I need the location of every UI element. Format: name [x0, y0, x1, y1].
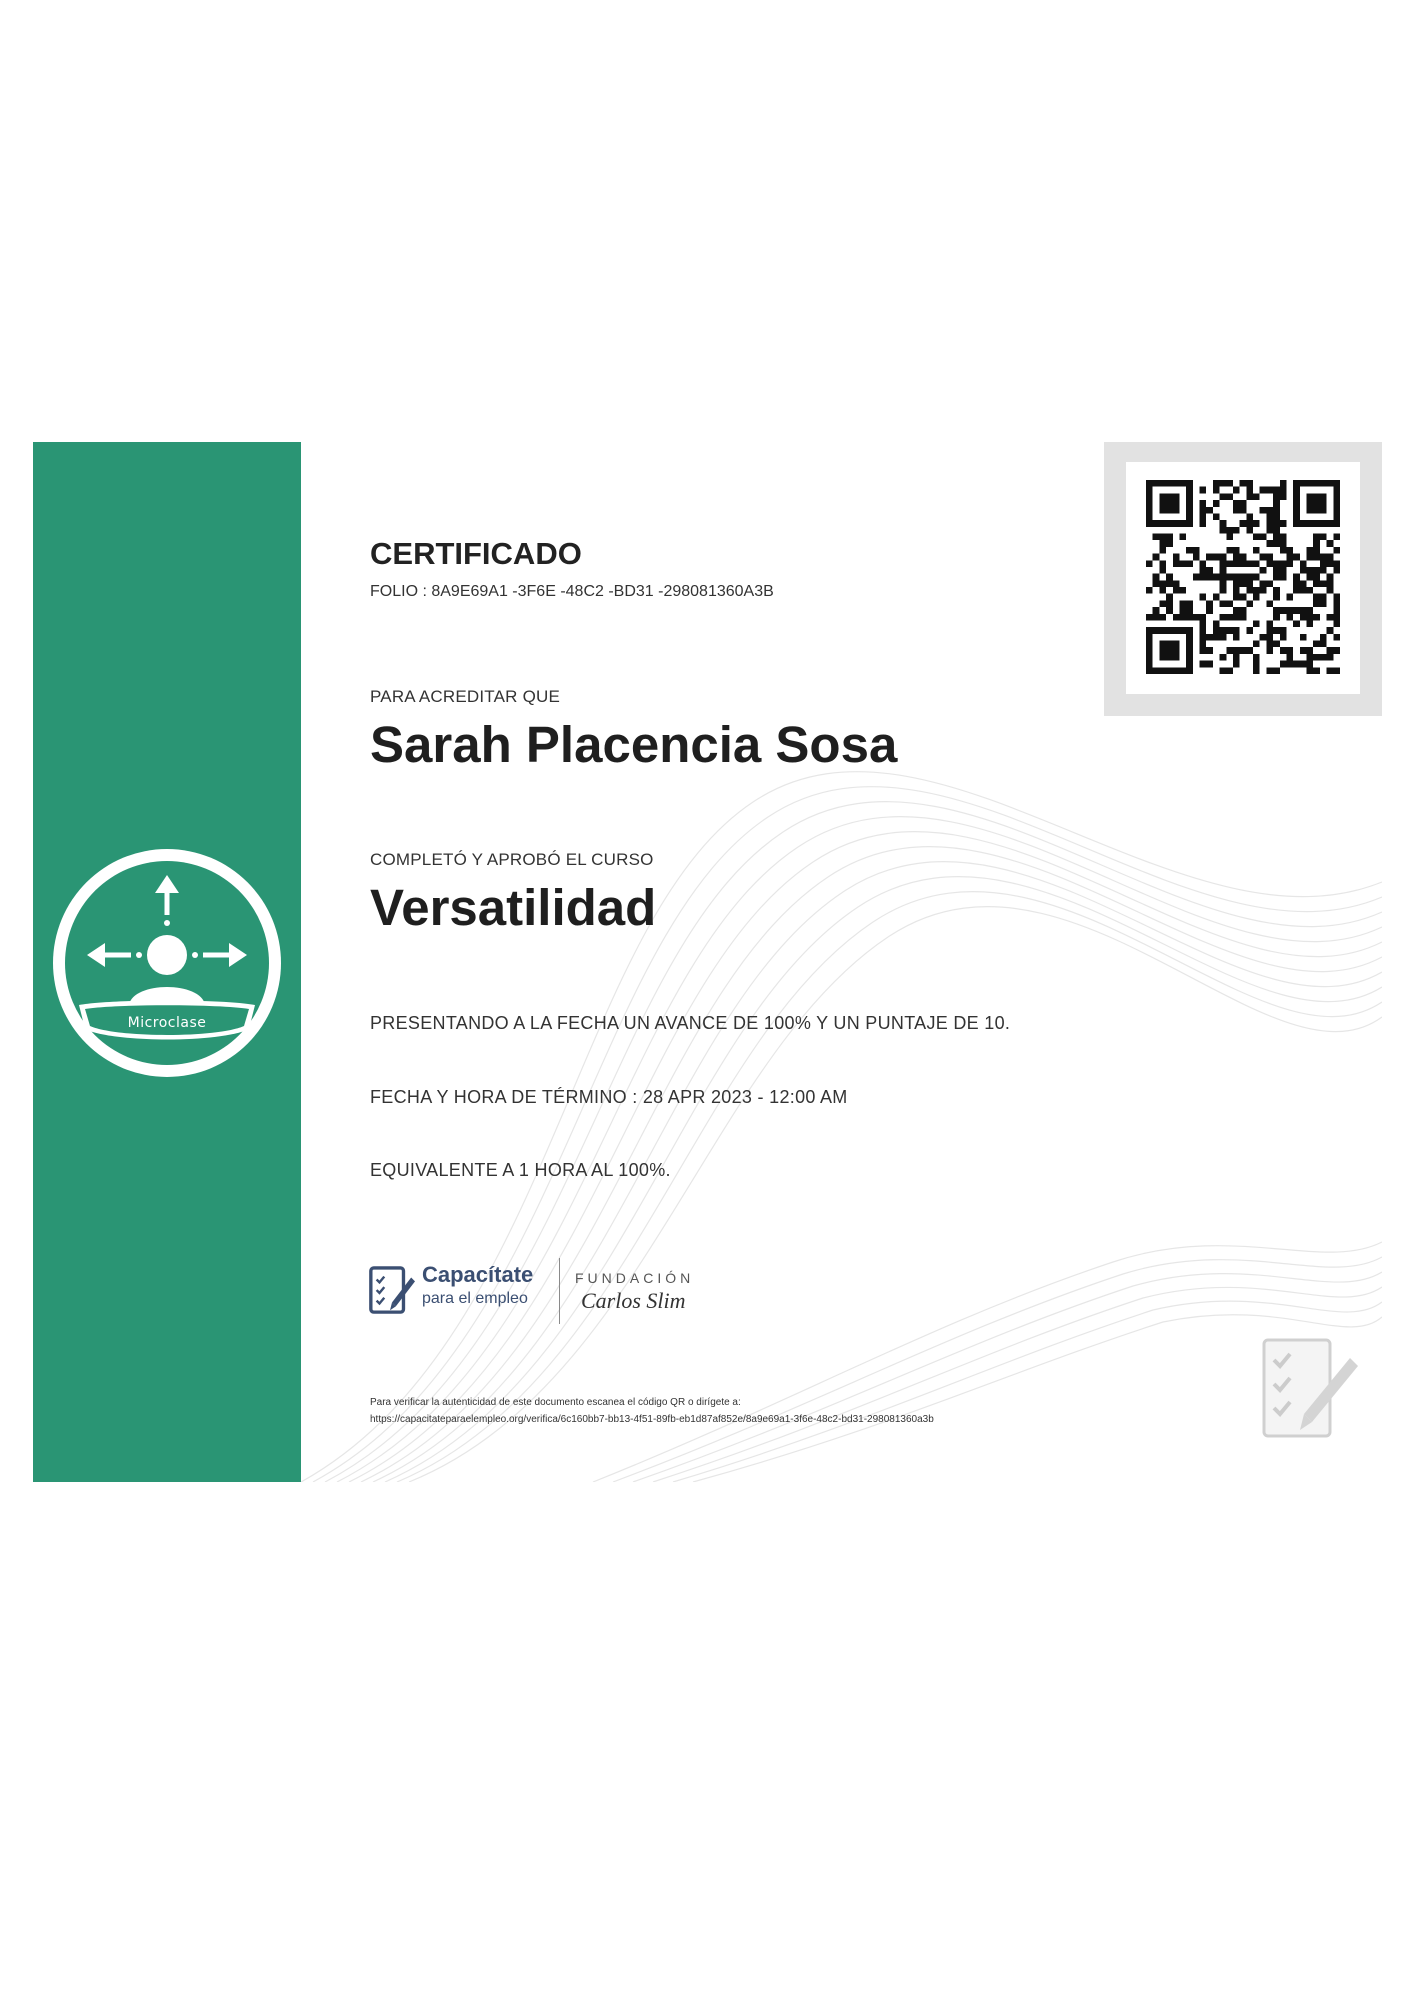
accredit-label: PARA ACREDITAR QUE	[370, 687, 561, 706]
document-checklist-icon	[1254, 1334, 1366, 1446]
qr-code-icon[interactable]	[1146, 480, 1340, 674]
verify-url[interactable]: https://capacitateparaelempleo.org/verifica/6c160bb7-bb13-4f51-89fb-eb1d87af852e/8a9e69a1-3f6e-48c2-bd31-298081360a3b	[370, 1414, 934, 1425]
sponsor-logos	[367, 1258, 767, 1324]
progress-line: PRESENTANDO A LA FECHA UN AVANCE DE 100% Y UN PUNTAJE DE 10.	[370, 1013, 1011, 1033]
logo-divider	[559, 1258, 560, 1324]
course-name: Versatilidad	[370, 879, 657, 936]
microclase-label: Microclase	[127, 1015, 207, 1031]
completed-label: COMPLETÓ Y APROBÓ EL CURSO	[370, 850, 654, 869]
recipient-name: Sarah Placencia Sosa	[370, 716, 898, 773]
verify-instructions: Para verificar la autenticidad de este documento escanea el código QR o dirígete a:	[370, 1397, 741, 1408]
green-sidebar	[33, 442, 301, 1482]
person-arrows-icon	[51, 847, 283, 1079]
capacitate-title: Capacítate	[422, 1262, 534, 1287]
capacitate-checklist-icon	[367, 1264, 415, 1318]
certificate-title: CERTIFICADO	[370, 536, 582, 571]
fundacion-signature: Carlos Slim	[581, 1288, 686, 1313]
capacitate-subtitle: para el empleo	[422, 1290, 528, 1307]
fundacion-title: FUNDACIÓN	[575, 1270, 695, 1286]
end-date-line: FECHA Y HORA DE TÉRMINO : 28 APR 2023 - 12:00 AM	[370, 1087, 848, 1107]
equivalence-line: EQUIVALENTE A 1 HORA AL 100%.	[370, 1160, 671, 1180]
folio-number: FOLIO : 8A9E69A1 -3F6E -48C2 -BD31 -298081360A3B	[370, 583, 774, 600]
certificate	[33, 442, 1382, 1482]
microclase-badge	[51, 847, 283, 1079]
qr-frame[interactable]	[1104, 442, 1382, 716]
qr-container	[1126, 462, 1360, 694]
